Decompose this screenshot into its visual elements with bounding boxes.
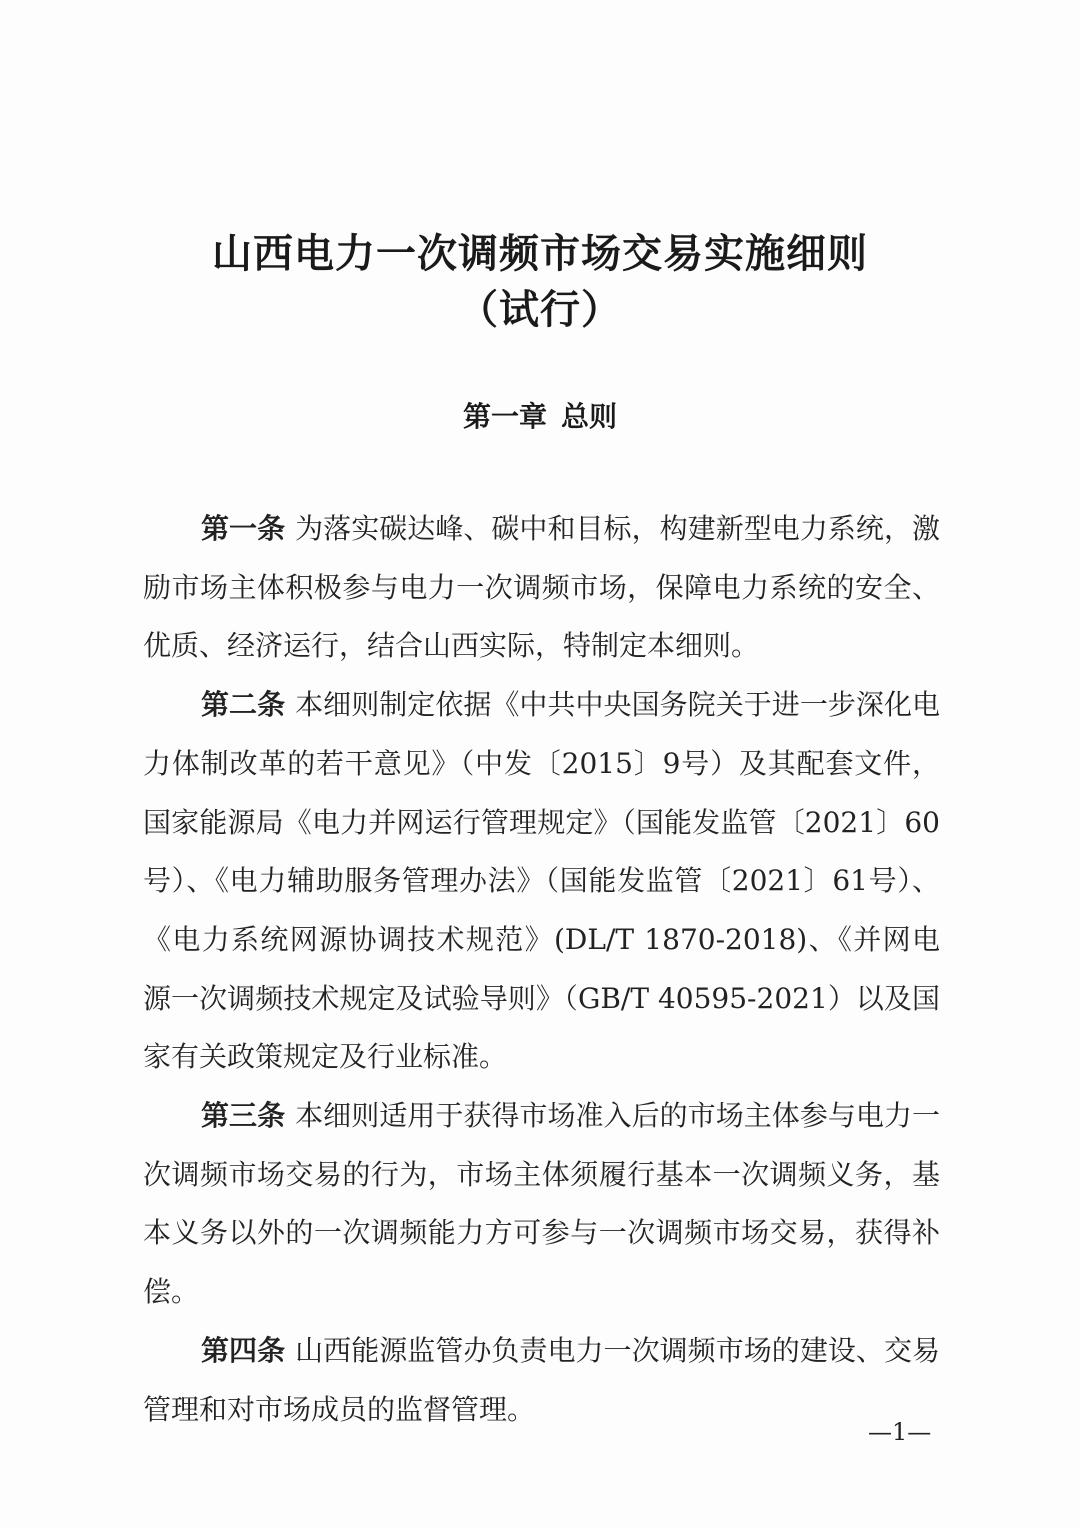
document-body — [143, 500, 940, 1439]
article-text: 本细则制定依据《中共中央国务院关于进一步深化电力体制改革的若干意见》（中发〔2015〕9号）及其配套文件，国家能源局《电力并网运行管理规定》（国能发监管〔2021〕60号）、《电力辅助服务管理办法》（国能发监管〔2021〕61号）、《电力系统网源协调技术规范》(DL/T 1870-2018)、《并网电源一次调频技术规定及试验导则》（GB/T 40595-2021）以及国家有关政策规定及行业标准。 — [143, 688, 940, 1074]
chapter-number: 第一章 — [462, 400, 547, 433]
article-3 — [143, 1087, 940, 1322]
article-label: 第一条 — [201, 512, 286, 545]
article-4 — [143, 1322, 940, 1439]
article-label: 第二条 — [201, 688, 286, 722]
article-label: 第四条 — [201, 1333, 286, 1367]
article-1 — [143, 500, 940, 676]
article-2 — [143, 676, 940, 1087]
article-text: 本细则适用于获得市场准入后的市场主体参与电力一次调频市场交易的行为，市场主体须履行基本一次调频义务，基本义务以外的一次调频能力方可参与一次调频市场交易，获得补偿。 — [143, 1099, 940, 1309]
document-subtitle: （试行） — [458, 286, 622, 333]
document-title: 山西电力一次调频市场交易实施细则 — [212, 230, 868, 277]
article-label: 第三条 — [201, 1099, 286, 1133]
article-text: 山西能源监管办负责电力一次调频市场的建设、交易管理和对市场成员的监督管理。 — [143, 1333, 940, 1426]
chapter-heading — [0, 395, 1080, 435]
chapter-name: 总则 — [561, 400, 618, 433]
page-number: —1— — [868, 1418, 932, 1446]
article-text: 为落实碳达峰、碳中和目标，构建新型电力系统，激励市场主体积极参与电力一次调频市场，保障电力系统的安全、优质、经济运行，结合山西实际，特制定本细则。 — [143, 512, 940, 663]
